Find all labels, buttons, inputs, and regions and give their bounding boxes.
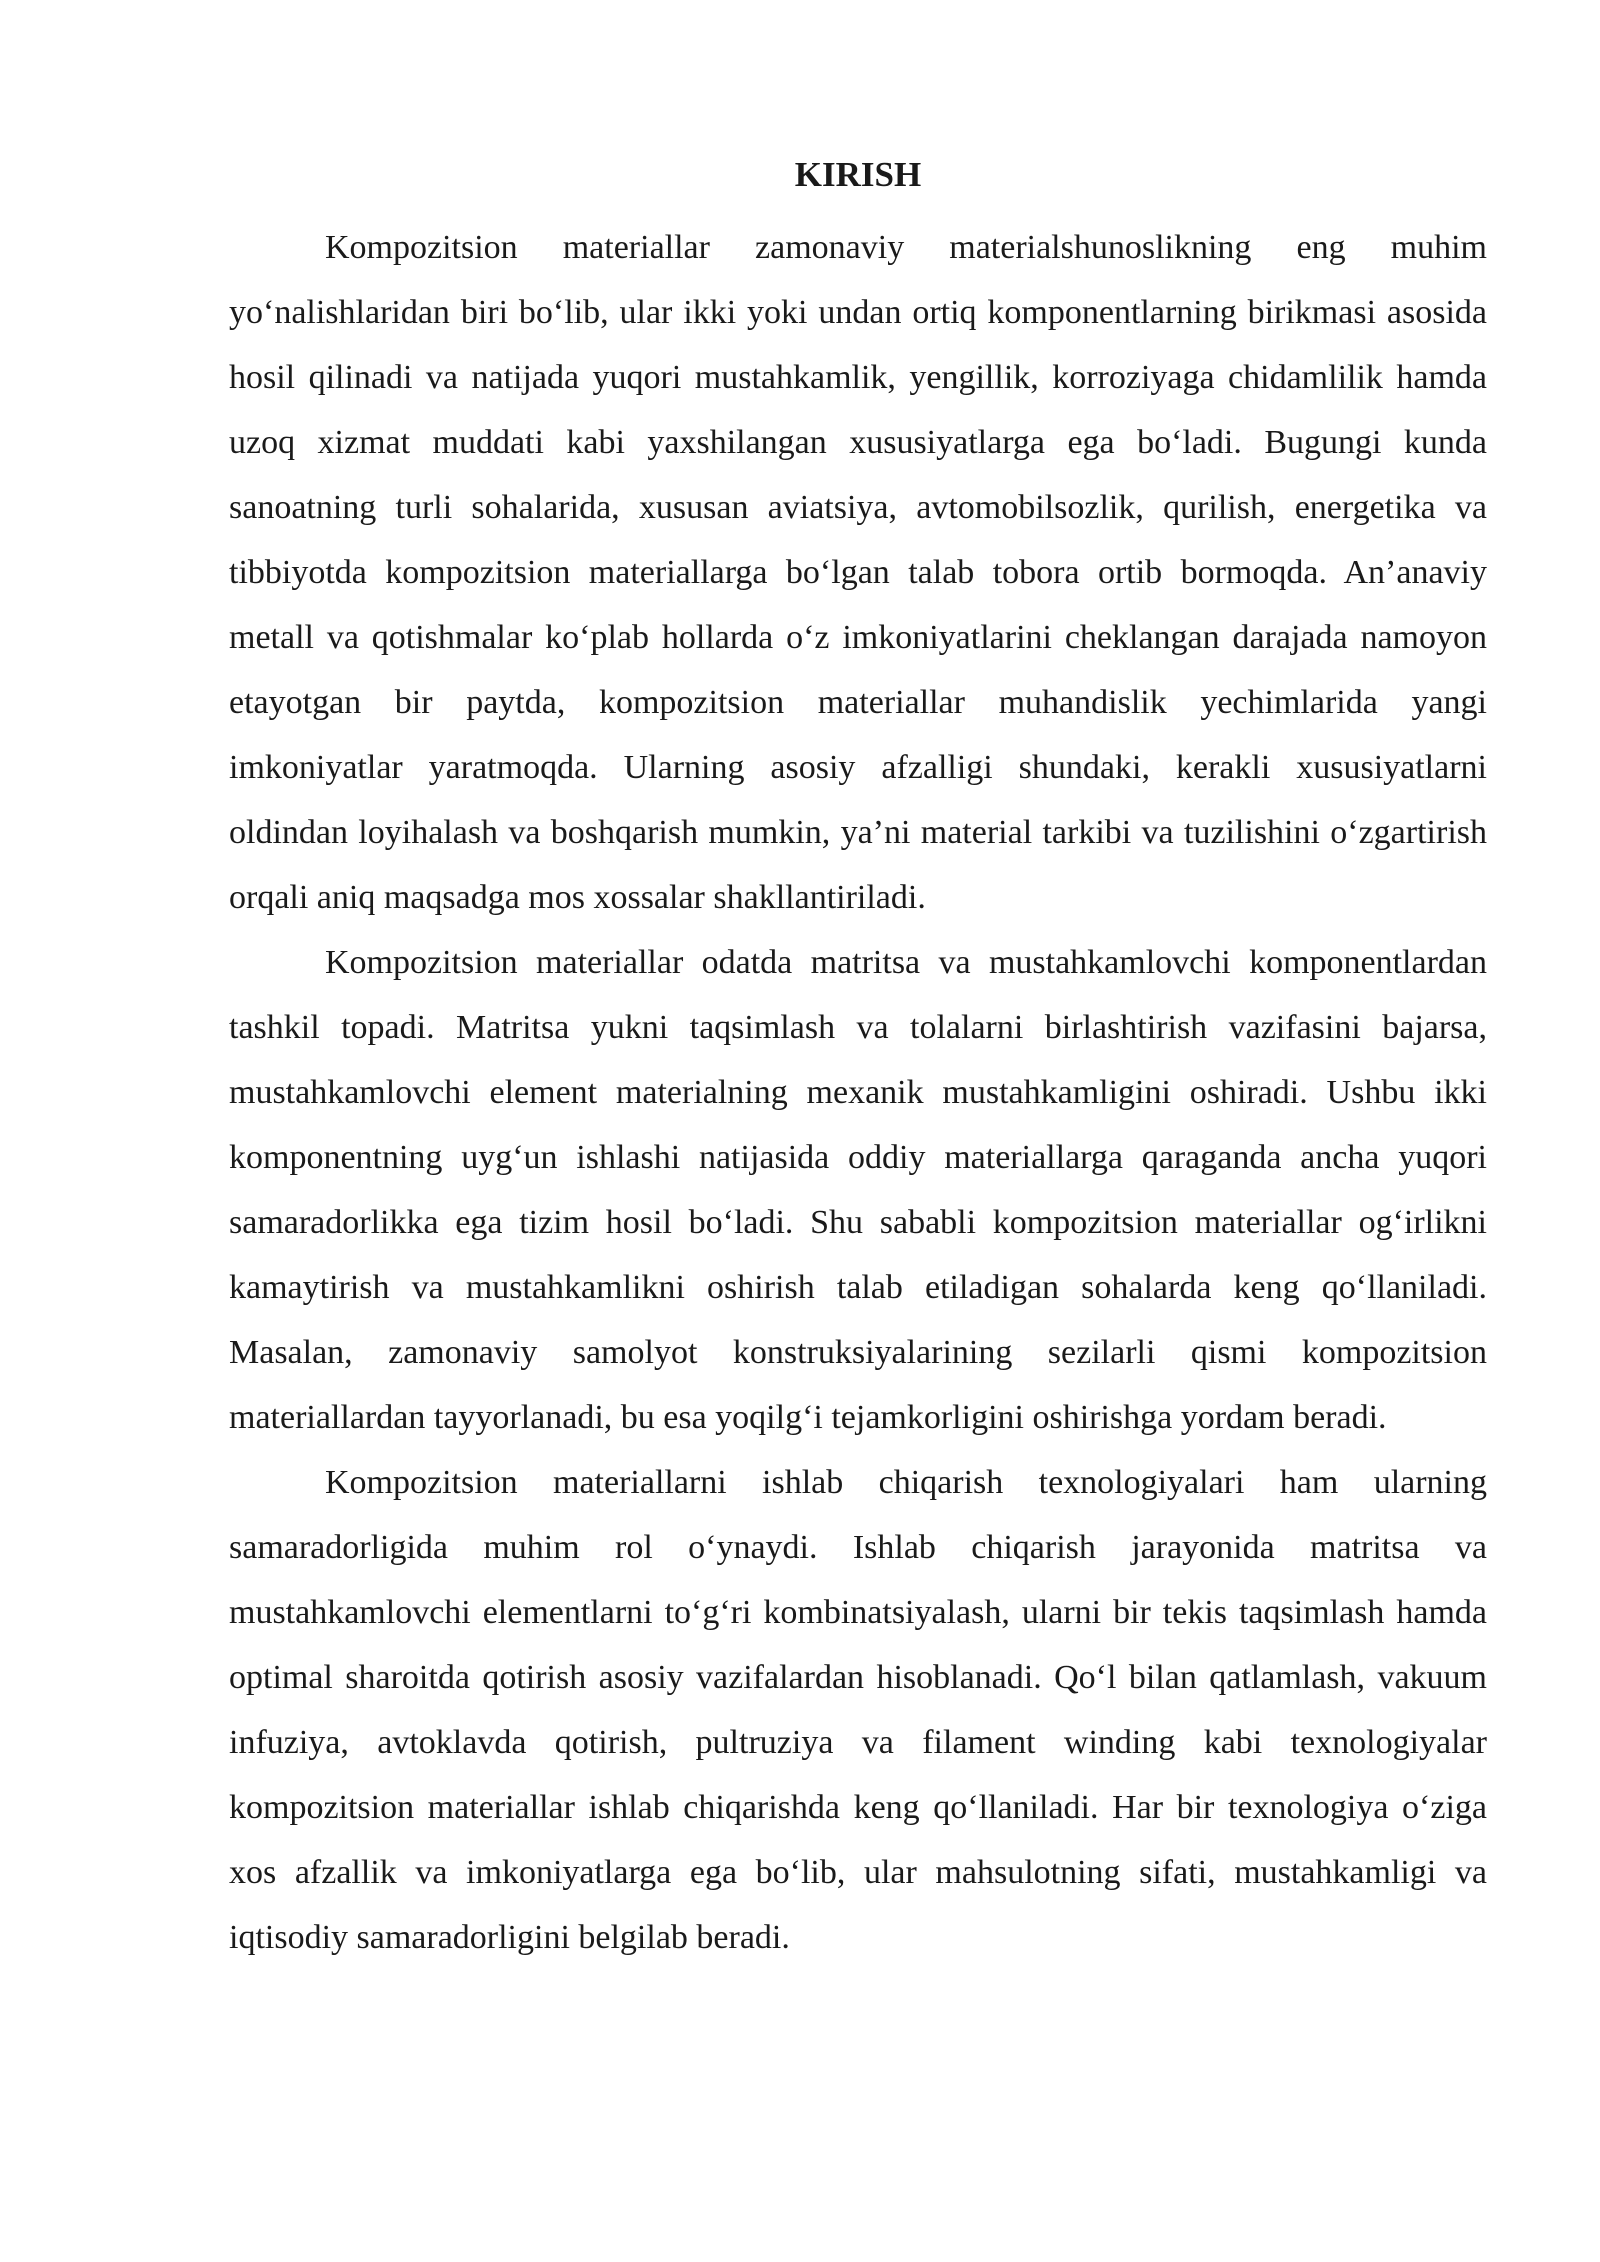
page-title: KIRISH [794,155,922,194]
paragraph-3: Kompozitsion materiallarni ishlab chiqarish texnologiyalari ham ularning samaradorligida muhim rol o‘ynaydi. Ishlab chiqarish jarayonida matritsa va mustahkamlovchi elementlarni to‘g‘ri kombinatsiyalash, ularni bir tekis taqsimlash hamda optimal sharoitda qotirish asosiy vazifalardan hisoblanadi. Qo‘l bilan qatlamlash, vakuum infuziya, avtoklavda qotirish, pultruziya va filament winding kabi texnologiyalar kompozitsion materiallar ishlab chiqarishda keng qo‘llaniladi. Har bir texnologiya o‘ziga xos afzallik va imkoniyatlarga ega bo‘lib, ular mahsulotning sifati, mustahkamligi va iqtisodiy samaradorligini belgilab beradi. [229,1464,1487,1956]
paragraph-1: Kompozitsion materiallar zamonaviy materialshunoslikning eng muhim yo‘nalishlaridan biri bo‘lib, ular ikki yoki undan ortiq komponentlarning birikmasi asosida hosil qilinadi va natijada yuqori mustahkamlik, yengillik, korroziyaga chidamlilik hamda uzoq xizmat muddati kabi yaxshilangan xususiyatlarga ega bo‘ladi. Bugungi kunda sanoatning turli sohalarida, xususan aviatsiya, avtomobilsozlik, qurilish, energetika va tibbiyotda kompozitsion materiallarga bo‘lgan talab tobora ortib bormoqda. An’anaviy metall va qotishmalar ko‘plab hollarda o‘z imkoniyatlarini cheklangan darajada namoyon etayotgan bir paytda, kompozitsion materiallar muhandislik yechimlarida yangi imkoniyatlar yaratmoqda. Ularning asosiy afzalligi shundaki, kerakli xususiyatlarni oldindan loyihalash va boshqarish mumkin, ya’ni material tarkibi va tuzilishini o‘zgartirish orqali aniq maqsadga mos xossalar shakllantiriladi. [229,229,1487,916]
paragraph-2: Kompozitsion materiallar odatda matritsa va mustahkamlovchi komponentlardan tashkil topadi. Matritsa yukni taqsimlash va tolalarni birlashtirish vazifasini bajarsa, mustahkamlovchi element materialning mexanik mustahkamligini oshiradi. Ushbu ikki komponentning uyg‘un ishlashi natijasida oddiy materiallarga qaraganda ancha yuqori samaradorlikka ega tizim hosil bo‘ladi. Shu sababli kompozitsion materiallar og‘irlikni kamaytirish va mustahkamlikni oshirish talab etiladigan sohalarda keng qo‘llaniladi. Masalan, zamonaviy samolyot konstruksiyalarining sezilarli qismi kompozitsion materiallardan tayyorlanadi, bu esa yoqilg‘i tejamkorligini oshirishga yordam beradi. [229,944,1487,1436]
document-page [229,150,1487,1970]
